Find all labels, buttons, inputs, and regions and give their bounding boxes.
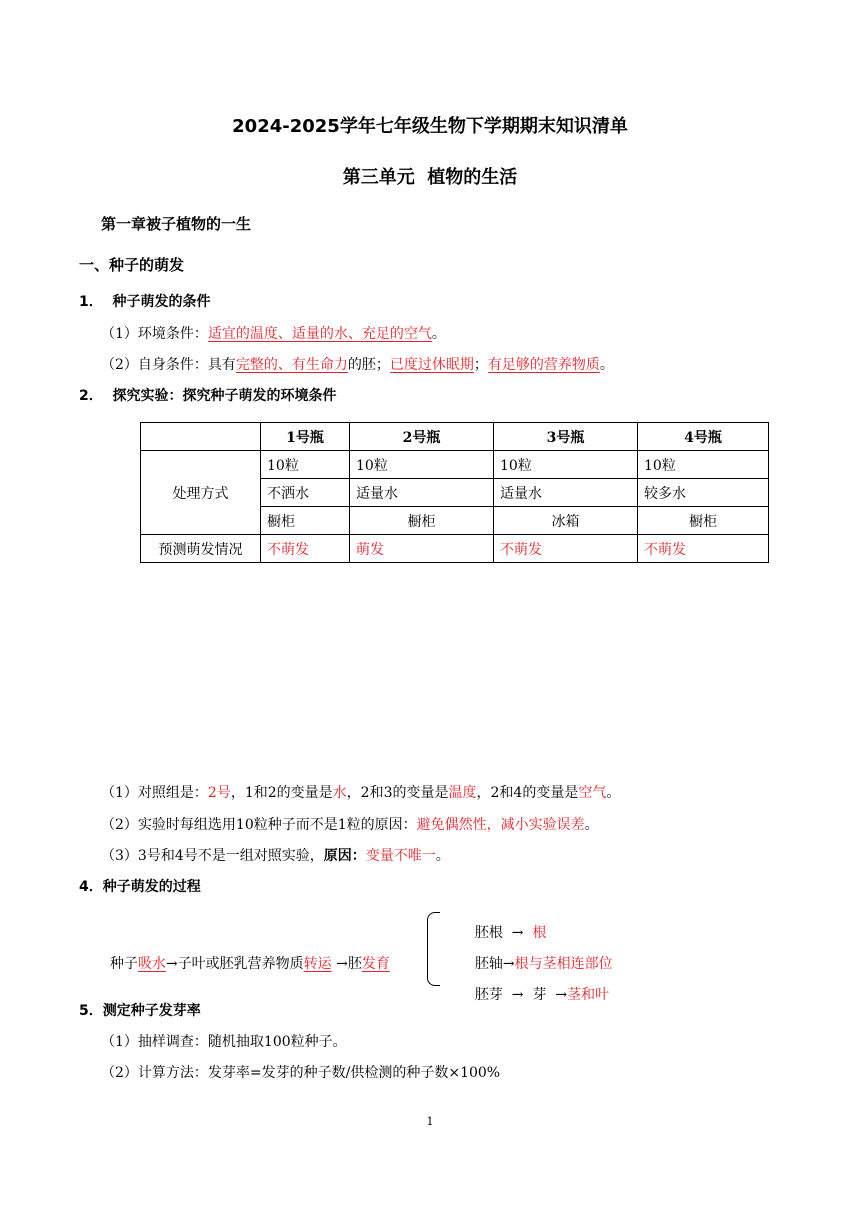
- page-number: 1: [426, 1115, 434, 1128]
- formula-line: （2）计算方法：发芽率=发芽的种子数/供检测的种子数×100%: [101, 1065, 501, 1081]
- process-flow: 种子吸水→子叶或胚乳营养物质转运 →胚发育: [109, 956, 390, 972]
- section-heading: 一、种子的萌发: [79, 256, 185, 274]
- table-row: 预测萌发情况 不萌发 萌发 不萌发 不萌发: [141, 535, 769, 563]
- branch-radicle: 胚根 → 根: [474, 925, 547, 941]
- question-3: （3）3号和4号不是一组对照实验，原因：变量不唯一。: [101, 848, 450, 864]
- branch-plumule: 胚芽 → 芽 →茎和叶: [474, 987, 610, 1003]
- branch-hypocotyl: 胚轴→根与茎相连部位: [474, 956, 613, 972]
- document-title: 2024-2025学年七年级生物下学期期末知识清单: [232, 116, 628, 137]
- self-answer-1: 完整的、有生命力: [235, 357, 348, 373]
- table-row: 不洒水 适量水 适量水 较多水: [141, 479, 769, 507]
- self-answer-3: 有足够的营养物质: [487, 357, 600, 373]
- environment-condition-line: （1）环境条件：适宜的温度、适量的水、充足的空气。: [101, 326, 446, 342]
- bottle-3-header: 3号瓶: [494, 423, 638, 451]
- predict-label: 预测萌发情况: [141, 535, 261, 563]
- experiment-heading: 2． 探究实验：探究种子萌发的环境条件: [79, 388, 337, 404]
- sampling-line: （1）抽样调查：随机抽取100粒种子。: [101, 1034, 347, 1050]
- self-condition-line: （2）自身条件：具有完整的、有生命力的胚；已度过休眠期；有足够的营养物质。: [101, 357, 614, 373]
- table-header-row: [141, 423, 769, 451]
- environment-answer: 适宜的温度、适量的水、充足的空气: [207, 326, 432, 342]
- conditions-heading: 1． 种子萌发的条件: [79, 294, 211, 310]
- method-label: 处理方式: [141, 451, 261, 535]
- table-row: 处理方式 10粒 10粒 10粒 10粒: [141, 451, 769, 479]
- bottle-2-header: 2号瓶: [350, 423, 494, 451]
- brace-bracket: [427, 912, 440, 986]
- bottle-4-header: 4号瓶: [638, 423, 769, 451]
- germination-rate-heading: 5．测定种子发芽率: [79, 1003, 201, 1019]
- question-2: （2）实验时每组选用10粒种子而不是1粒的原因：避免偶然性，减小实验误差。: [101, 817, 599, 833]
- table-row: 橱柜 橱柜 冰箱 橱柜: [141, 507, 769, 535]
- question-1: （1）对照组是：2号，1和2的变量是水，2和3的变量是温度，2和4的变量是空气。: [101, 785, 621, 801]
- process-heading: 4．种子萌发的过程: [79, 879, 201, 895]
- unit-title: 第三单元 植物的生活: [342, 167, 518, 188]
- self-answer-2: 已度过休眠期: [389, 357, 474, 373]
- bottle-1-header: 1号瓶: [261, 423, 350, 451]
- chapter-heading: 第一章被子植物的一生: [101, 215, 252, 233]
- experiment-table: [140, 422, 769, 563]
- environment-label: （1）环境条件：: [101, 326, 208, 342]
